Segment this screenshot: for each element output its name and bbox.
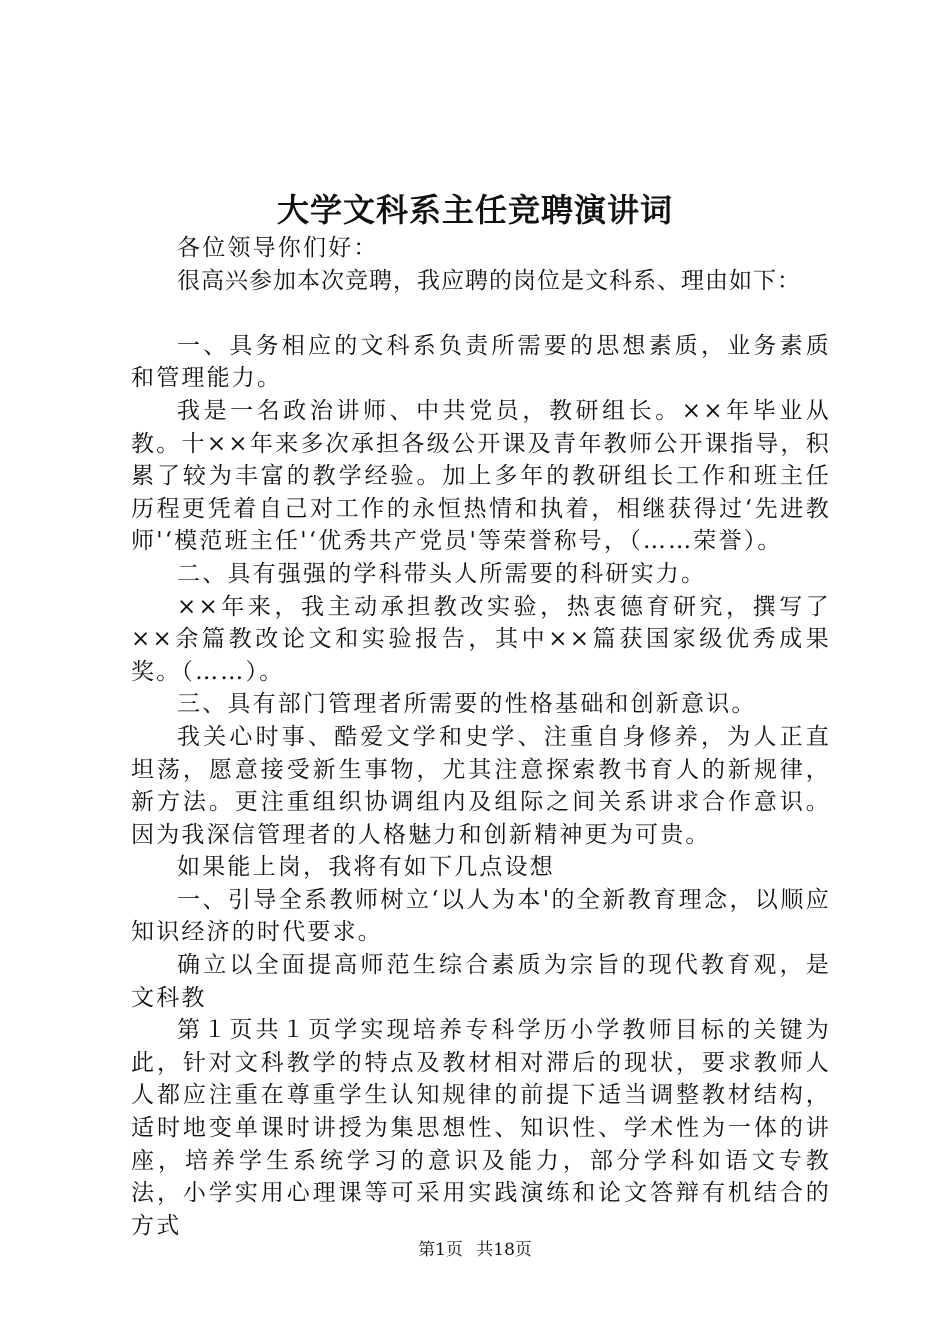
section-heading-2: 二、具有强强的学科带头人所需要的科研实力。 — [177, 560, 707, 587]
page-footer — [0, 1238, 950, 1262]
greeting-paragraph: 各位领导你们好： — [177, 235, 379, 261]
document-body — [131, 232, 831, 1242]
page-number: 第1页 — [418, 1240, 463, 1260]
paragraph-spacer — [131, 297, 831, 330]
section-heading-3: 三、具有部门管理者所需要的性格基础和创新意识。 — [177, 691, 757, 718]
page-total: 共18页 — [476, 1240, 532, 1260]
body-paragraph: 确立以全面提高师范生综合素质为宗旨的现代教育观，是文科教 — [131, 952, 831, 1011]
document-title: 大学文科系主任竞聘演讲词 — [276, 191, 673, 229]
section-heading-1: 一、具务相应的文科系负责所需要的思想素质，业务素质和管理能力。 — [131, 332, 831, 392]
body-paragraph: ××年来，我主动承担教改实验，热衷德育研究，撰写了××余篇教改论文和实验报告，其中××篇获国家级优秀成果奖。（……）。 — [131, 593, 831, 685]
body-paragraph: 我是一名政治讲师、中共党员，教研组长。××年毕业从教。十××年来多次承担各级公开课及青年教师公开课指导，积累了较为丰富的教学经验。加上多年的教研组长工作和班主任历程更凭着自己对工作的永恒热情和执着，相继获得过‘先进教师'‘模范班主任'‘优秀共产党员'等荣誉称号，（……荣誉）。 — [131, 397, 831, 555]
intro-paragraph: 很高兴参加本次竞聘，我应聘的岗位是文科系、理由如下： — [177, 267, 801, 294]
plan-heading-1: 一、引导全系教师树立‘以人为本'的全新教育理念，以顺应知识经济的时代要求。 — [131, 886, 831, 946]
body-paragraph: 第１页共１页学实现培养专科学历小学教师目标的关键为此，针对文科教学的特点及教材相对滞后的现状，要求教师人人都应注重在尊重学生认知规律的前提下适当调整教材结构，适时地变单课时讲授为集思想性、知识性、学术性为一体的讲座，培养学生系统学习的意识及能力，部分学科如语文专教法，小学实用心理课等可采用实践演练和论文答辩有机结合的方式 — [131, 1017, 831, 1239]
body-paragraph: 我关心时事、酷爱文学和史学、注重自身修养，为人正直坦荡，愿意接受新生事物，尤其注意探索教书育人的新规律，新方法。更注重组织协调组内及组际之间关系讲求合作意识。因为我深信管理者的人格魅力和创新精神更为可贵。 — [131, 723, 831, 848]
plan-intro-paragraph: 如果能上岗，我将有如下几点设想 — [177, 854, 555, 881]
